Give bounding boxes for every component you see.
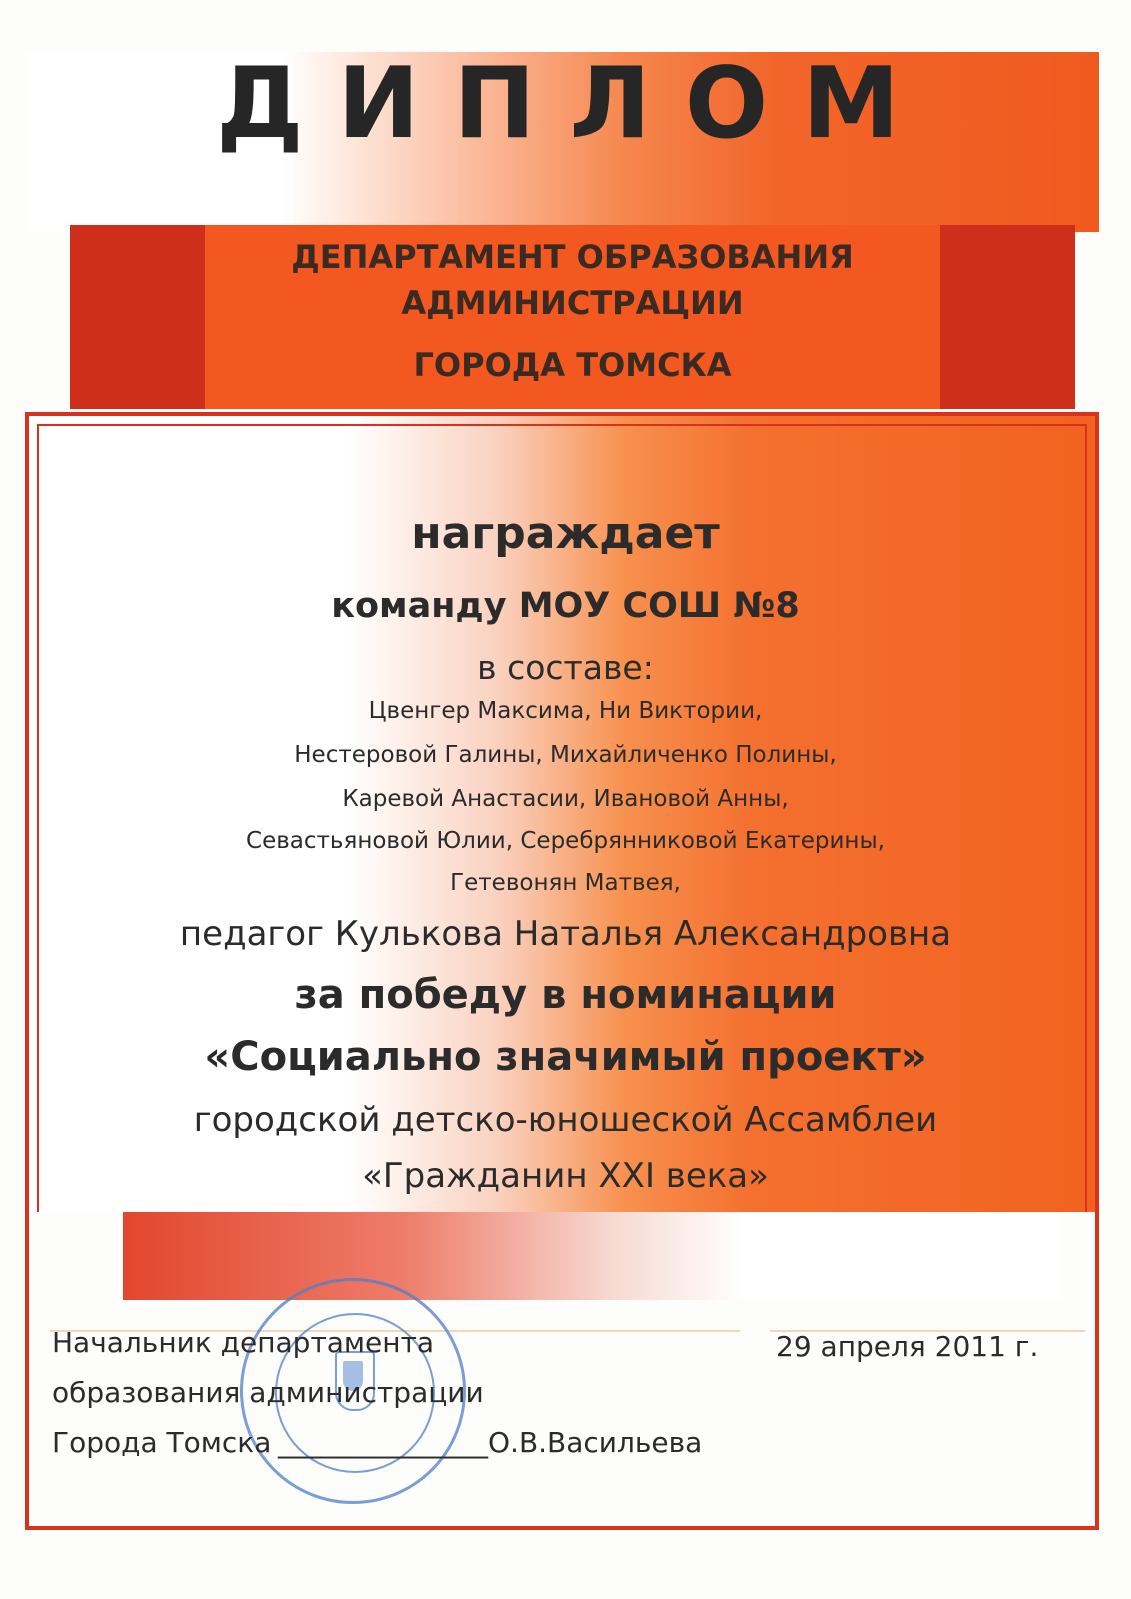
signature-date: 29 апреля 2011 г. xyxy=(776,1330,1039,1363)
nomination-title: «Социально значимый проект» xyxy=(204,1034,927,1080)
member-line-3: Каревой Анастасии, Ивановой Анны, xyxy=(342,786,789,812)
team-name: команду МОУ СОШ №8 xyxy=(331,586,800,626)
composition-label: в составе: xyxy=(477,648,654,687)
award-verb: награждает xyxy=(411,508,720,559)
signer-position-line-1: Начальник департамента xyxy=(52,1326,435,1359)
diploma-title: ДИПЛОМ xyxy=(216,47,934,161)
bottom-gradient-band xyxy=(123,1212,1063,1300)
event-name: «Гражданин XXI века» xyxy=(362,1156,769,1196)
department-line-3: ГОРОДА ТОМСКА xyxy=(413,346,732,384)
department-band-left-accent xyxy=(70,225,205,409)
event-line: городской детско-юношеской Ассамблеи xyxy=(193,1100,938,1140)
department-band-right-accent xyxy=(940,225,1075,409)
member-line-1: Цвенгер Максима, Ни Виктории, xyxy=(368,698,763,724)
signer-position-line-3: Города Томска xyxy=(52,1426,272,1459)
member-line-4: Севастьяновой Юлии, Серебрянниковой Екатерины, xyxy=(246,828,885,854)
member-line-2: Нестеровой Галины, Михайличенко Полины, xyxy=(294,742,837,768)
signer-position-line-2: образования администрации xyxy=(52,1376,484,1409)
award-reason: за победу в номинации xyxy=(294,972,837,1018)
department-line-2: АДМИНИСТРАЦИИ xyxy=(401,284,744,322)
department-line-1: ДЕПАРТАМЕНТ ОБРАЗОВАНИЯ xyxy=(291,238,854,276)
signer-name: _______________О.В.Васильева xyxy=(278,1426,703,1459)
teacher-line: педагог Кулькова Наталья Александровна xyxy=(179,914,952,954)
member-line-5: Гетевонян Матвея, xyxy=(450,870,681,896)
